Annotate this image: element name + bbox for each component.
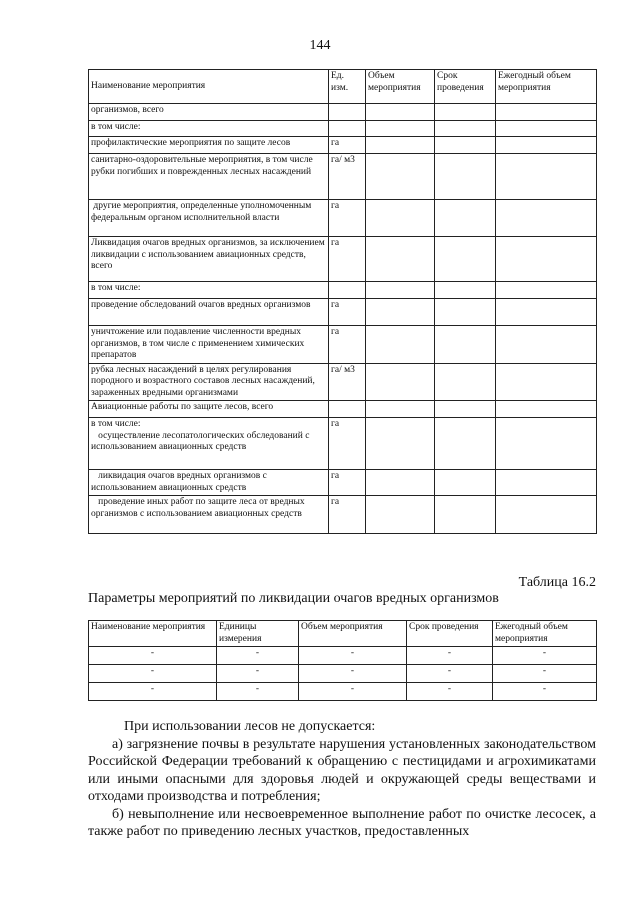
header-name: Наименование мероприятия	[89, 621, 217, 647]
value-cell	[435, 326, 496, 364]
table-row	[89, 137, 597, 154]
dash-cell: -	[407, 647, 493, 665]
value-cell	[435, 418, 496, 470]
unit-cell	[329, 401, 366, 418]
forest-measures-table	[88, 69, 597, 534]
value-cell	[435, 401, 496, 418]
table-row	[89, 237, 597, 282]
value-cell	[366, 200, 435, 237]
measure-name-cell: проведение обследований очагов вредных организмов	[89, 299, 329, 326]
dash-cell: -	[407, 683, 493, 701]
table-row	[89, 401, 597, 418]
measure-name-cell: профилактические мероприятия по защите лесов	[89, 137, 329, 154]
table-row	[89, 683, 597, 701]
dash-cell: -	[407, 665, 493, 683]
value-cell	[496, 418, 597, 470]
value-cell	[496, 137, 597, 154]
table-row	[89, 282, 597, 299]
unit-cell: га	[329, 496, 366, 534]
value-cell	[435, 137, 496, 154]
value-cell	[435, 299, 496, 326]
header-term: Срок проведения	[407, 621, 493, 647]
header-name: Наименование мероприятия	[89, 70, 329, 104]
table-header-row	[89, 621, 597, 647]
value-cell	[366, 104, 435, 121]
dash-cell: -	[217, 647, 299, 665]
header-volume: Объем мероприятия	[299, 621, 407, 647]
dash-cell: -	[493, 683, 597, 701]
value-cell	[496, 496, 597, 534]
dash-cell: -	[89, 683, 217, 701]
dash-cell: -	[493, 647, 597, 665]
unit-cell: га	[329, 200, 366, 237]
pest-elimination-table	[88, 620, 597, 701]
table-row	[89, 470, 597, 496]
measure-name-cell: рубка лесных насаждений в целях регулирования породного и возрастного составов лесных насаждений, зараженных вредными организмами	[89, 363, 329, 401]
table-header-row	[89, 70, 597, 104]
value-cell	[366, 326, 435, 364]
table-row	[89, 121, 597, 137]
paragraph: б) невыполнение или несвоевременное выполнение работ по очистке лесосек, а также работ по приведению лесных участков, предоставленных	[88, 806, 596, 839]
value-cell	[496, 200, 597, 237]
page-number: 144	[309, 38, 331, 53]
measure-name-cell: в том числе:	[89, 121, 329, 137]
header-unit: Единицы измерения	[217, 621, 299, 647]
table-row	[89, 104, 597, 121]
table-row	[89, 496, 597, 534]
value-cell	[435, 496, 496, 534]
value-cell	[496, 299, 597, 326]
unit-cell: га	[329, 470, 366, 496]
value-cell	[366, 496, 435, 534]
value-cell	[366, 418, 435, 470]
dash-cell: -	[299, 665, 407, 683]
unit-cell	[329, 121, 366, 137]
value-cell	[496, 154, 597, 200]
value-cell	[366, 121, 435, 137]
table-caption: Параметры мероприятий по ликвидации очагов вредных организмов	[88, 591, 499, 606]
value-cell	[496, 470, 597, 496]
value-cell	[366, 282, 435, 299]
value-cell	[435, 282, 496, 299]
value-cell	[366, 299, 435, 326]
value-cell	[496, 237, 597, 282]
value-cell	[366, 363, 435, 401]
measure-name-cell: уничтожение или подавление численности вредных организмов, в том числе с применением химических препаратов	[89, 326, 329, 364]
value-cell	[435, 237, 496, 282]
table-row	[89, 326, 597, 364]
header-annual-volume: Ежегодный объем мероприятия	[496, 70, 597, 104]
table-row	[89, 200, 597, 237]
table-row	[89, 418, 597, 470]
dash-cell: -	[493, 665, 597, 683]
measure-name-cell: в том числе: осуществление лесопатологических обследований с использованием авиационных средств	[89, 418, 329, 470]
table-row	[89, 647, 597, 665]
dash-cell: -	[299, 647, 407, 665]
measure-name-cell: санитарно-оздоровительные мероприятия, в том числе рубки погибших и поврежденных лесных насаждений	[89, 154, 329, 200]
unit-cell: га	[329, 326, 366, 364]
unit-cell: га/ м3	[329, 154, 366, 200]
unit-cell: га	[329, 418, 366, 470]
value-cell	[496, 282, 597, 299]
measure-name-cell: ликвидация очагов вредных организмов с использованием авиационных средств	[89, 470, 329, 496]
value-cell	[435, 154, 496, 200]
dash-cell: -	[299, 683, 407, 701]
dash-cell: -	[89, 665, 217, 683]
dash-cell: -	[89, 647, 217, 665]
table-row	[89, 299, 597, 326]
paragraph: а) загрязнение почвы в результате нарушения установленных законодательством Российской Федерации требований к обращению с пестицидами и агрохимикатами или иными опасными для здоровья людей и окружающей среды веществами и отходами производства и потребления;	[88, 736, 596, 804]
measure-name-cell: Авиационные работы по защите лесов, всего	[89, 401, 329, 418]
unit-cell: га	[329, 137, 366, 154]
value-cell	[496, 363, 597, 401]
unit-cell: га	[329, 299, 366, 326]
value-cell	[435, 470, 496, 496]
table-number-label: Таблица 16.2	[518, 575, 596, 590]
unit-cell	[329, 282, 366, 299]
value-cell	[366, 401, 435, 418]
table-row	[89, 665, 597, 683]
measure-name-cell: другие мероприятия, определенные уполномоченным федеральным органом исполнительной власти	[89, 200, 329, 237]
dash-cell: -	[217, 683, 299, 701]
value-cell	[366, 237, 435, 282]
value-cell	[496, 104, 597, 121]
value-cell	[366, 154, 435, 200]
measure-name-cell: проведение иных работ по защите леса от вредных организмов с использованием авиационных средств	[89, 496, 329, 534]
value-cell	[366, 470, 435, 496]
value-cell	[435, 363, 496, 401]
value-cell	[366, 137, 435, 154]
header-annual-volume: Ежегодный объем мероприятия	[493, 621, 597, 647]
table-row	[89, 154, 597, 200]
value-cell	[496, 326, 597, 364]
table-row	[89, 363, 597, 401]
dash-cell: -	[217, 665, 299, 683]
paragraph: При использовании лесов не допускается:	[124, 719, 376, 734]
value-cell	[435, 200, 496, 237]
header-term: Срок проведения	[435, 70, 496, 104]
header-volume: Объем мероприятия	[366, 70, 435, 104]
value-cell	[496, 121, 597, 137]
header-unit: Ед. изм.	[329, 70, 366, 104]
unit-cell: га	[329, 237, 366, 282]
measure-name-cell: в том числе:	[89, 282, 329, 299]
value-cell	[435, 121, 496, 137]
value-cell	[435, 104, 496, 121]
value-cell	[496, 401, 597, 418]
unit-cell: га/ м3	[329, 363, 366, 401]
measure-name-cell: организмов, всего	[89, 104, 329, 121]
body-text	[88, 718, 596, 841]
measure-name-cell: Ликвидация очагов вредных организмов, за исключением ликвидации с использованием авиационных средств, всего	[89, 237, 329, 282]
unit-cell	[329, 104, 366, 121]
